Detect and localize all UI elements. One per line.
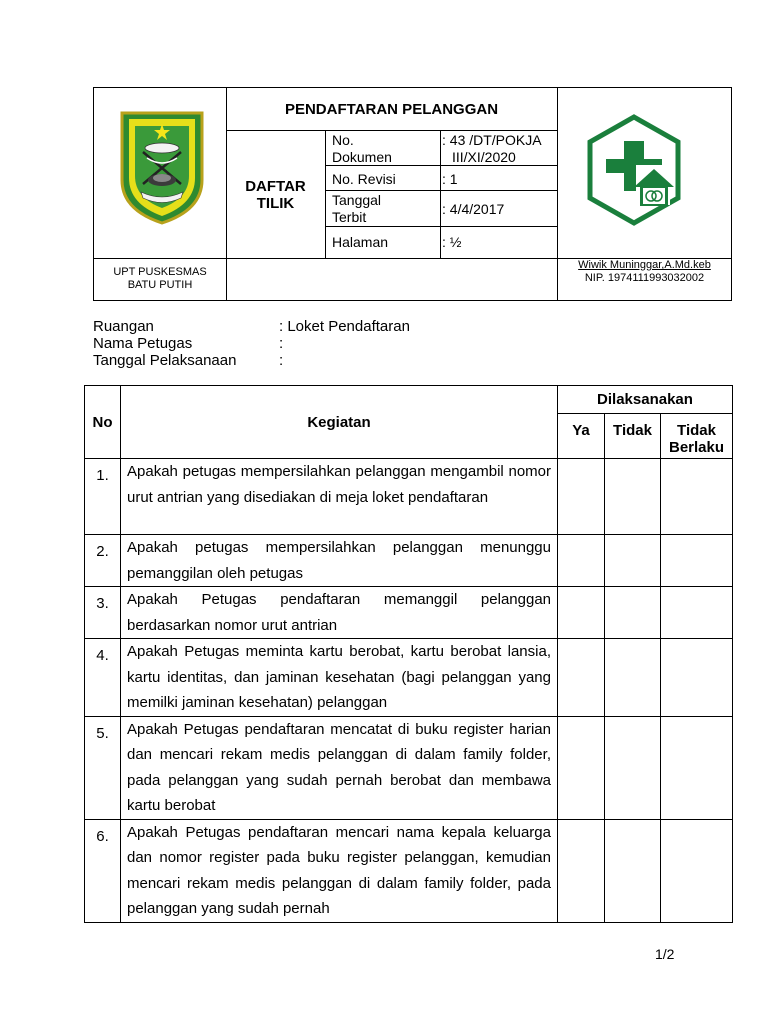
field-value-page: : ½ xyxy=(442,234,462,250)
row-activity: Apakah petugas mempersilahkan pelanggan mengambil nomor urut antrian yang disediakan di meja loket pendaftaran xyxy=(121,459,558,535)
field-value-revision: : 1 xyxy=(442,171,458,187)
row-number: 4. xyxy=(85,639,121,717)
info-officer-value: : xyxy=(279,335,284,352)
signer-block xyxy=(557,259,732,285)
table-row xyxy=(85,535,733,587)
info-room: Ruangan xyxy=(93,318,154,335)
checkbox-not-applicable[interactable] xyxy=(661,819,733,922)
table-row xyxy=(85,819,733,922)
row-number: 6. xyxy=(85,819,121,922)
checkbox-no[interactable] xyxy=(605,587,661,639)
checkbox-yes[interactable] xyxy=(558,716,605,819)
table-row xyxy=(85,587,733,639)
table-row xyxy=(85,639,733,717)
checkbox-yes[interactable] xyxy=(558,639,605,717)
checkbox-not-applicable[interactable] xyxy=(661,535,733,587)
checkbox-no[interactable] xyxy=(605,716,661,819)
checkbox-not-applicable[interactable] xyxy=(661,587,733,639)
info-officer: Nama Petugas xyxy=(93,335,193,352)
row-activity: Apakah petugas mempersilahkan pelanggan menunggu pemanggilan oleh petugas xyxy=(121,535,558,587)
document-header xyxy=(93,87,732,301)
row-activity: Apakah Petugas pendaftaran mencatat di buku register harian dan mencari rekam medis pelanggan di dalam family folder, pada pelanggan yang sudah pernah berobat dan membawa kartu berobat xyxy=(121,716,558,819)
document-title: PENDAFTARAN PELANGGAN xyxy=(284,101,499,118)
row-number: 5. xyxy=(85,716,121,819)
row-number: 2. xyxy=(85,535,121,587)
row-activity: Apakah Petugas pendaftaran mencari nama kepala keluarga dan nomor register pada buku register pelanggan, kemudian mencari rekam medis pelanggan di dalam family folder, pada pelanggan yang sudah pernah xyxy=(121,819,558,922)
signer-nip: NIP. 1974111993032002 xyxy=(584,272,705,284)
table-row xyxy=(85,459,733,535)
info-date: Tanggal Pelaksanaan xyxy=(93,352,237,369)
field-label-issue-date: Tanggal Terbit xyxy=(332,192,382,225)
signer-name: Wiwik Muninggar,A.Md.keb xyxy=(578,259,711,271)
field-label-revision: No. Revisi xyxy=(332,171,396,187)
checkbox-yes[interactable] xyxy=(558,459,605,535)
row-number: 3. xyxy=(85,587,121,639)
field-label-doc-number: No. Dokumen xyxy=(332,132,392,165)
checkbox-not-applicable[interactable] xyxy=(661,459,733,535)
checkbox-not-applicable[interactable] xyxy=(661,639,733,717)
info-date-value: : xyxy=(279,352,284,369)
checkbox-not-applicable[interactable] xyxy=(661,716,733,819)
puskesmas-logo-icon xyxy=(584,113,684,228)
checkbox-no[interactable] xyxy=(605,535,661,587)
row-activity: Apakah Petugas pendaftaran memanggil pelanggan berdasarkan nomor urut antrian xyxy=(121,587,558,639)
checkbox-yes[interactable] xyxy=(558,535,605,587)
checkbox-no[interactable] xyxy=(605,819,661,922)
row-activity: Apakah Petugas meminta kartu berobat, kartu berobat lansia, kartu identitas, dan jaminan kesehatan (bagi pelanggan yang memilki jaminan kesehatan) pelanggan xyxy=(121,639,558,717)
field-value-doc-number: : 43 /DT/POKJA III/XI/2020 xyxy=(442,132,542,165)
header-activity: Kegiatan xyxy=(121,386,558,459)
header-yes: Ya xyxy=(558,414,605,459)
checkbox-no[interactable] xyxy=(605,639,661,717)
header-done: Dilaksanakan xyxy=(558,386,733,414)
document-type xyxy=(226,178,325,212)
info-room-value: : Loket Pendaftaran xyxy=(279,318,410,335)
document-type-line1: DAFTAR xyxy=(245,178,306,195)
document-type-line2: TILIK xyxy=(256,195,295,212)
checkbox-yes[interactable] xyxy=(558,587,605,639)
row-number: 1. xyxy=(85,459,121,535)
field-value-issue-date: : 4/4/2017 xyxy=(442,201,505,217)
header-not-applicable: Tidak Berlaku xyxy=(661,414,733,459)
field-label-page: Halaman xyxy=(332,234,389,250)
checkbox-yes[interactable] xyxy=(558,819,605,922)
header-no: No xyxy=(85,386,121,459)
page-number: 1/2 xyxy=(655,946,675,962)
organization-name: UPT PUSKESMAS BATU PUTIH xyxy=(113,266,207,291)
regional-emblem-icon xyxy=(119,110,205,225)
checklist-table xyxy=(84,385,733,923)
checkbox-no[interactable] xyxy=(605,459,661,535)
header-no-option: Tidak xyxy=(605,414,661,459)
table-row xyxy=(85,716,733,819)
